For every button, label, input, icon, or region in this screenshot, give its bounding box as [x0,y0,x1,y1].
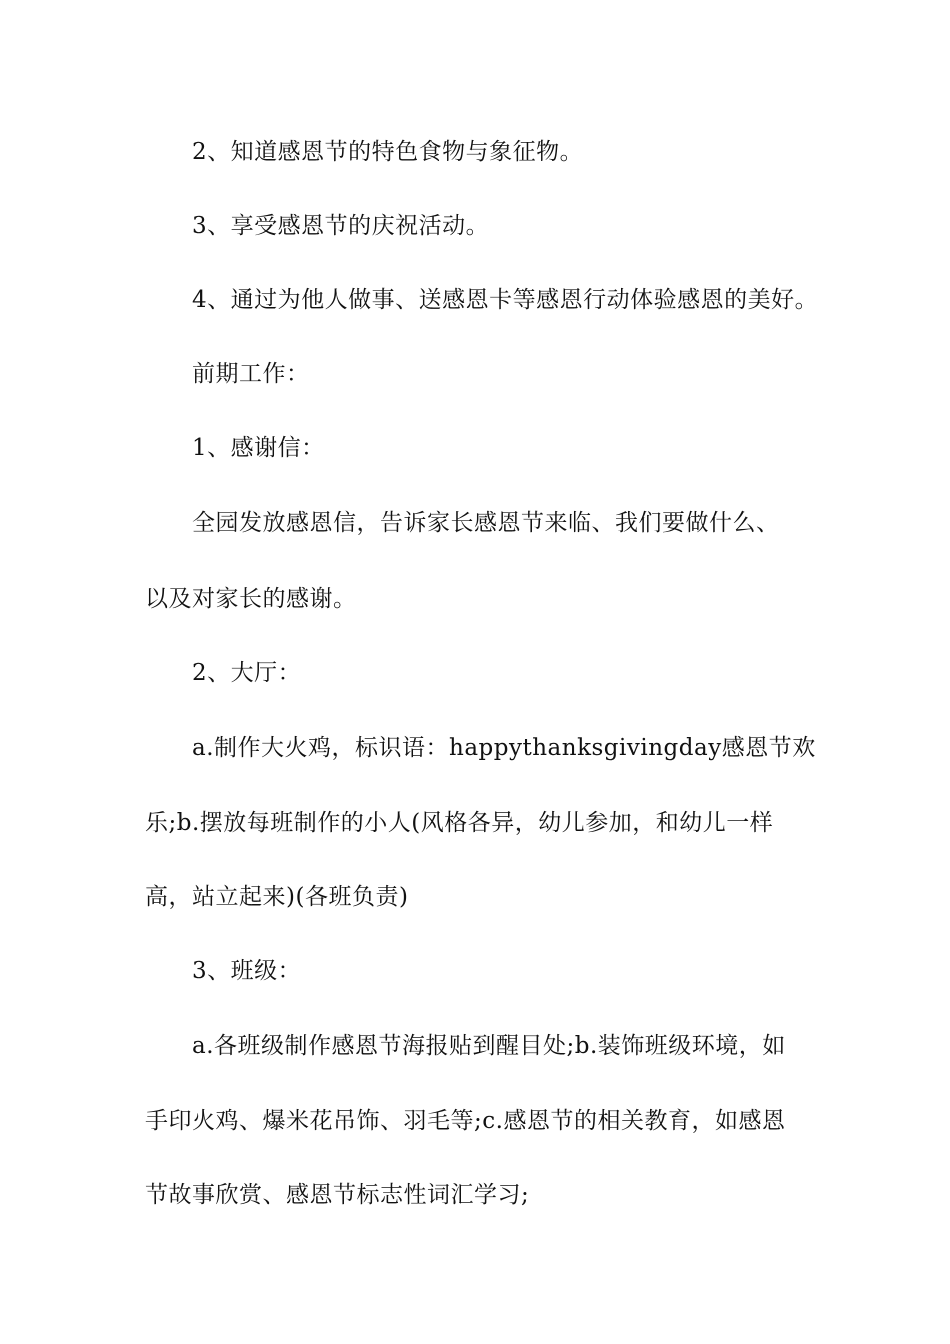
prep-item-2-heading: 2、大厅： [192,660,302,686]
prep-item-3-paragraph-line-3: 节故事欣赏、感恩节标志性词汇学习; [145,1182,530,1208]
prep-item-3-paragraph-line-1: a.各班级制作感恩节海报贴到醒目处;b.装饰班级环境，如 [192,1033,786,1059]
prep-item-3-heading: 3、班级： [192,958,302,984]
prep-item-2-paragraph-line-1: a.制作大火鸡，标识语：happythanksgivingday感恩节欢 [192,735,816,761]
prep-item-2-paragraph-line-3: 高，站立起来)(各班负责) [145,884,409,910]
prep-item-1-paragraph-line-2: 以及对家长的感谢。 [145,586,357,612]
prep-item-3-paragraph-line-2: 手印火鸡、爆米花吊饰、羽毛等;c.感恩节的相关教育，如感恩 [145,1108,786,1134]
prep-item-1-paragraph-line-1: 全园发放感恩信，告诉家长感恩节来临、我们要做什么、 [192,510,780,536]
prep-item-2-paragraph-line-2: 乐;b.摆放每班制作的小人(风格各异，幼儿参加，和幼儿一样 [145,810,774,836]
goal-item-4: 4、通过为他人做事、送感恩卡等感恩行动体验感恩的美好。 [192,287,819,313]
goal-item-3: 3、享受感恩节的庆祝活动。 [192,213,490,239]
goal-item-2: 2、知道感恩节的特色食物与象征物。 [192,139,584,165]
section-heading-preparation: 前期工作： [192,361,310,387]
prep-item-1-heading: 1、感谢信： [192,435,325,461]
